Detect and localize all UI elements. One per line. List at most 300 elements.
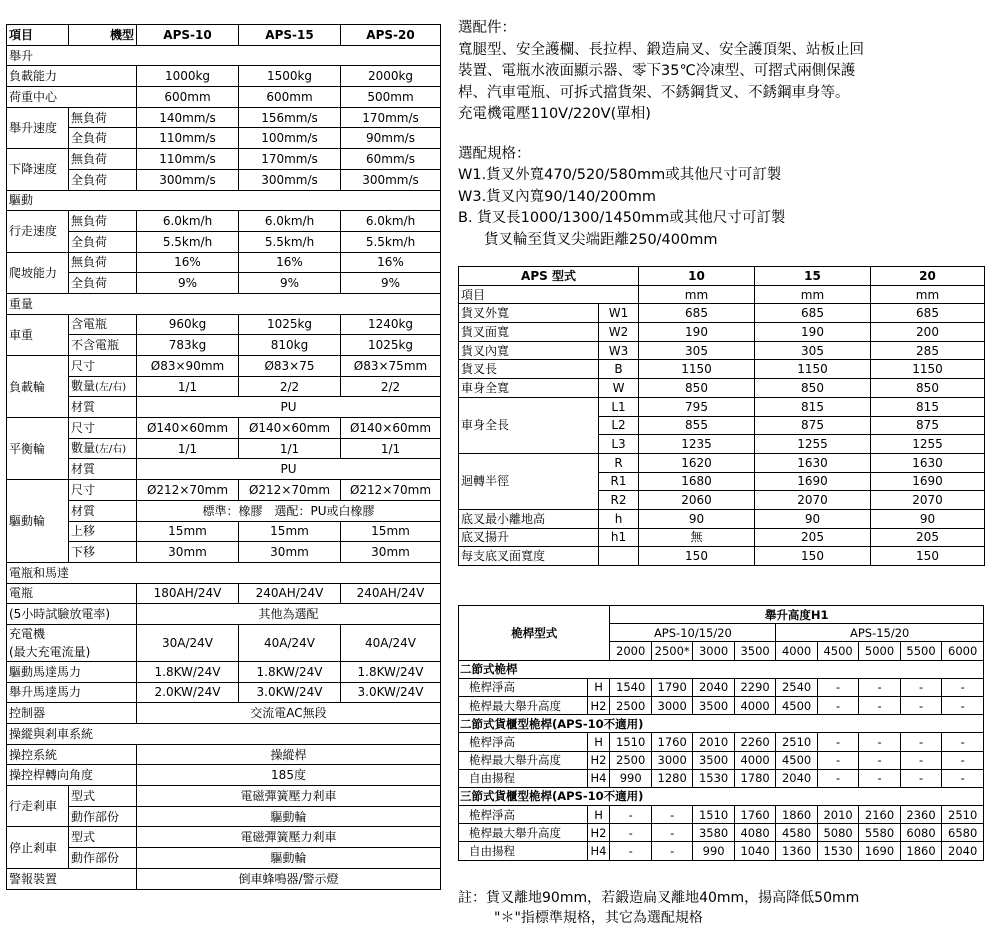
table-row	[7, 273, 441, 294]
table-row	[7, 438, 441, 459]
cell: 170mm/s	[341, 107, 441, 128]
table-row	[459, 769, 984, 787]
cell: Ø140×60mm	[341, 418, 441, 439]
row-label: 驅動輪	[7, 480, 69, 563]
cell: 1620	[639, 453, 755, 472]
row-label: 平衡輪	[7, 418, 69, 480]
row-label	[7, 624, 137, 661]
table-row	[7, 25, 441, 46]
cell: 1630	[871, 453, 985, 472]
sub-label: 上移	[69, 521, 137, 542]
row-label: 電瓶	[7, 583, 137, 604]
row-label: 負載能力	[7, 66, 137, 87]
code-cell: L2	[599, 416, 639, 435]
height-cell: 5500	[900, 642, 941, 660]
row-label: 貨叉面寬	[459, 323, 599, 342]
table-row	[7, 480, 441, 501]
sub-label	[69, 438, 137, 459]
cell: 90	[871, 509, 985, 528]
row-label: 底叉揚升	[459, 528, 599, 547]
sub-label: 動作部份	[69, 806, 137, 827]
sub-label: 下移	[69, 542, 137, 563]
cell: 2500	[610, 696, 651, 714]
code-cell: R1	[599, 472, 639, 491]
row-label: 爬坡能力	[7, 252, 69, 293]
cell: 240AH/24V	[341, 583, 441, 604]
qty-label: 數量	[71, 440, 96, 455]
row-label: 桅桿淨高	[459, 806, 588, 824]
mast-section-title: 二節式貨櫃型桅桿(APS-10不適用)	[459, 715, 984, 733]
options-text	[458, 18, 986, 251]
section-title: 電瓶和馬達	[7, 562, 441, 583]
height-cell: 4000	[776, 642, 817, 660]
cell: 300mm/s	[137, 169, 239, 190]
cell: -	[859, 678, 900, 696]
header-cell: APS 型式	[459, 267, 639, 286]
table-row	[7, 827, 441, 848]
header-aps15: APS-15	[239, 25, 341, 46]
cell: 960kg	[137, 314, 239, 335]
model-label: 桅桿型式	[459, 606, 610, 661]
cell: 2510	[942, 806, 984, 824]
table-row	[7, 604, 441, 625]
sub-label: 全負荷	[69, 169, 137, 190]
table-row	[7, 252, 441, 273]
cell: 1255	[755, 435, 871, 454]
cell: 電磁彈簧壓力剎車	[137, 786, 441, 807]
cell: -	[859, 733, 900, 751]
cell: 305	[639, 341, 755, 360]
code-cell: H2	[587, 751, 610, 769]
cell: mm	[639, 285, 755, 304]
cell: 200	[871, 323, 985, 342]
table-row	[7, 149, 441, 170]
note-line: 註：貨叉離地90mm，若鍛造扁叉離地40mm，揚高降低50mm	[458, 890, 860, 906]
header-cell: 10	[639, 267, 755, 286]
cell: 2010	[817, 806, 858, 824]
cell: Ø83×90mm	[137, 356, 239, 377]
header-model: 機型	[69, 25, 137, 46]
table-row	[459, 733, 984, 751]
cell: 交流電AC無段	[137, 703, 441, 724]
row-label: 桅桿淨高	[459, 678, 588, 696]
cell: 990	[610, 769, 651, 787]
cell: 9%	[137, 273, 239, 294]
cell: 驅動輪	[137, 848, 441, 869]
lift-height-title: 舉升高度H1	[610, 606, 984, 624]
qty-label: 數量	[71, 378, 96, 393]
cell: 3000	[651, 696, 692, 714]
group-label: APS-15/20	[776, 624, 984, 642]
sub-label: 無負荷	[69, 149, 137, 170]
section-row	[459, 715, 984, 733]
table-row	[7, 397, 441, 418]
cell: PU	[137, 459, 441, 480]
section-row	[7, 562, 441, 583]
cell: 2070	[755, 491, 871, 510]
cell: 6080	[900, 824, 941, 842]
cell: 685	[639, 304, 755, 323]
cell: 2010	[693, 733, 734, 751]
header-item: 項目	[7, 25, 69, 46]
sub-label: 動作部份	[69, 848, 137, 869]
cell: 1680	[639, 472, 755, 491]
row-label: 操控桿轉向角度	[7, 765, 137, 786]
cell: 1000kg	[137, 66, 239, 87]
cell: 1025kg	[239, 314, 341, 335]
height-cell: 5000	[859, 642, 900, 660]
qty-suffix: (左/右)	[95, 381, 127, 393]
cell: 5.5km/h	[341, 231, 441, 252]
code-cell: W2	[599, 323, 639, 342]
cell: -	[900, 678, 941, 696]
cell: 4500	[776, 751, 817, 769]
cell: -	[942, 696, 984, 714]
row-label: 荷重中心	[7, 87, 137, 108]
options-line: 寬腿型、安全護欄、長拉桿、鍛造扁叉、安全護頂架、站板止回	[458, 41, 864, 58]
code-cell: h	[599, 509, 639, 528]
cell: -	[817, 696, 858, 714]
cell: 850	[755, 379, 871, 398]
cell: 2.0KW/24V	[137, 682, 239, 703]
cell: 100mm/s	[239, 128, 341, 149]
sub-label: 無負荷	[69, 211, 137, 232]
cell: 90	[755, 509, 871, 528]
cell: 操縱桿	[137, 744, 441, 765]
sub-label: 不含電瓶	[69, 335, 137, 356]
table-row	[7, 661, 441, 682]
table-row	[459, 842, 984, 860]
cell: 1360	[776, 842, 817, 860]
cell: 1150	[639, 360, 755, 379]
cell: 795	[639, 397, 755, 416]
cell: 110mm/s	[137, 149, 239, 170]
table-row	[7, 848, 441, 869]
cell: 815	[755, 397, 871, 416]
options-line: 桿、汽車電瓶、可拆式擋貨架、不銹鋼貨叉、不銹鋼車身等。	[458, 84, 850, 101]
cell: -	[817, 751, 858, 769]
cell: 150	[871, 547, 985, 566]
table-row	[7, 87, 441, 108]
table-row	[7, 583, 441, 604]
cell: 110mm/s	[137, 128, 239, 149]
code-cell: W1	[599, 304, 639, 323]
cell: 電磁彈簧壓力剎車	[137, 827, 441, 848]
row-label: 下降速度	[7, 149, 69, 190]
cell: 3500	[693, 696, 734, 714]
cell: 2060	[639, 491, 755, 510]
cell: 305	[755, 341, 871, 360]
cell: 1240kg	[341, 314, 441, 335]
mast-section-title: 二節式桅桿	[459, 660, 984, 678]
cell: Ø83×75mm	[341, 356, 441, 377]
cell: -	[900, 769, 941, 787]
row-label: 行走速度	[7, 211, 69, 252]
code-cell	[599, 547, 639, 566]
row-label: 控制器	[7, 703, 137, 724]
cell: -	[942, 733, 984, 751]
table-row	[7, 211, 441, 232]
table-row	[459, 806, 984, 824]
cell: 815	[871, 397, 985, 416]
cell: 190	[639, 323, 755, 342]
cell: 875	[755, 416, 871, 435]
table-row	[7, 418, 441, 439]
table-row	[7, 335, 441, 356]
cell: 1150	[871, 360, 985, 379]
cell: 140mm/s	[137, 107, 239, 128]
row-label: 行走剎車	[7, 786, 69, 827]
cell: 90mm/s	[341, 128, 441, 149]
cell: 2040	[942, 842, 984, 860]
cell: 180AH/24V	[137, 583, 239, 604]
header-aps20: APS-20	[341, 25, 441, 46]
cell: 3500	[693, 751, 734, 769]
table-row	[459, 360, 985, 379]
row-label: 警報裝置	[7, 868, 137, 889]
cell: 1280	[651, 769, 692, 787]
sub-label	[69, 376, 137, 397]
cell: 4080	[734, 824, 775, 842]
cell: 6.0km/h	[239, 211, 341, 232]
cell: 15mm	[137, 521, 239, 542]
spec-line: W1.貨叉外寬470/520/580mm或其他尺寸可訂製	[458, 167, 782, 183]
row-label: (5小時試驗放電率)	[7, 604, 137, 625]
cell: 2510	[776, 733, 817, 751]
cell: 1860	[776, 806, 817, 824]
row-label: 舉升速度	[7, 107, 69, 148]
row-label: 每支底叉面寬度	[459, 547, 599, 566]
cell: 3000	[651, 751, 692, 769]
cell: 1690	[755, 472, 871, 491]
cell: 1780	[734, 769, 775, 787]
cell: 1.8KW/24V	[239, 661, 341, 682]
cell: 5080	[817, 824, 858, 842]
cell: 1255	[871, 435, 985, 454]
cell: 1.8KW/24V	[137, 661, 239, 682]
code-cell: R2	[599, 491, 639, 510]
cell: 6580	[942, 824, 984, 842]
cell: 4000	[734, 751, 775, 769]
cell: 500mm	[341, 87, 441, 108]
cell: 2260	[734, 733, 775, 751]
cell: 1760	[734, 806, 775, 824]
table-row	[459, 509, 985, 528]
cell: 1540	[610, 678, 651, 696]
table-row	[459, 751, 984, 769]
table-row	[7, 765, 441, 786]
cell: 810kg	[239, 335, 341, 356]
row-label: 自由揚程	[459, 769, 588, 787]
cell: 40A/24V	[341, 624, 441, 661]
row-label: 底叉最小離地高	[459, 509, 599, 528]
header-cell: 20	[871, 267, 985, 286]
cell: 300mm/s	[239, 169, 341, 190]
cell: 倒車蜂鳴器/警示燈	[137, 868, 441, 889]
cell: 2290	[734, 678, 775, 696]
height-cell: 2000	[610, 642, 651, 660]
cell: 1790	[651, 678, 692, 696]
section-title: 操縱與剎車系統	[7, 724, 441, 745]
sub-label: 尺寸	[69, 480, 137, 501]
sub-label: 全負荷	[69, 273, 137, 294]
sub-label: 尺寸	[69, 356, 137, 377]
height-cell: 4500	[817, 642, 858, 660]
cell: 5.5km/h	[239, 231, 341, 252]
cell: 2/2	[239, 376, 341, 397]
cell: 170mm/s	[239, 149, 341, 170]
code-cell: H2	[587, 696, 610, 714]
cell: 1630	[755, 453, 871, 472]
cell: 其他為選配	[137, 604, 441, 625]
sub-label: 材質	[69, 397, 137, 418]
cell: 2160	[859, 806, 900, 824]
cell: Ø140×60mm	[137, 418, 239, 439]
row-label: 項目	[459, 285, 639, 304]
section-row	[7, 724, 441, 745]
cell: 300mm/s	[341, 169, 441, 190]
table-row	[7, 703, 441, 724]
cell: -	[859, 769, 900, 787]
cell: 240AH/24V	[239, 583, 341, 604]
cell: 5.5km/h	[137, 231, 239, 252]
cell: 1150	[755, 360, 871, 379]
code-cell: L1	[599, 397, 639, 416]
height-cell: 3500	[734, 642, 775, 660]
row-label: 車身全寬	[459, 379, 599, 398]
cell: 3580	[693, 824, 734, 842]
cell: 1/1	[137, 376, 239, 397]
cell: -	[859, 696, 900, 714]
cell: Ø83×75	[239, 356, 341, 377]
cell: 5580	[859, 824, 900, 842]
cell: 150	[639, 547, 755, 566]
code-cell: W3	[599, 341, 639, 360]
cell: 185度	[137, 765, 441, 786]
table-row	[459, 547, 985, 566]
sub-label: 型式	[69, 786, 137, 807]
cell: 3.0KW/24V	[239, 682, 341, 703]
row-label: 桅桿最大舉升高度	[459, 824, 588, 842]
cell: 205	[871, 528, 985, 547]
cell: 190	[755, 323, 871, 342]
cell: Ø212×70mm	[137, 480, 239, 501]
cell: Ø212×70mm	[341, 480, 441, 501]
table-row	[459, 341, 985, 360]
sub-label: 全負荷	[69, 231, 137, 252]
cell: 2/2	[341, 376, 441, 397]
cell: -	[942, 769, 984, 787]
table-row	[7, 500, 441, 521]
sub-label: 無負荷	[69, 107, 137, 128]
table-row	[7, 868, 441, 889]
table-row	[459, 285, 985, 304]
options-line: 充電機電壓110V/220V(單相)	[458, 106, 651, 122]
height-cell: 6000	[942, 642, 984, 660]
table-row	[7, 231, 441, 252]
cell: 1510	[610, 733, 651, 751]
cell: 6.0km/h	[341, 211, 441, 232]
table-row	[7, 744, 441, 765]
code-cell: H	[587, 678, 610, 696]
cell: 1760	[651, 733, 692, 751]
cell: 1530	[693, 769, 734, 787]
sub-label: 材質	[69, 500, 137, 521]
table-row	[459, 528, 985, 547]
cell: 1025kg	[341, 335, 441, 356]
sub-label: 全負荷	[69, 128, 137, 149]
cell: -	[651, 824, 692, 842]
cell: 30mm	[341, 542, 441, 563]
cell: 1690	[859, 842, 900, 860]
cell: 850	[639, 379, 755, 398]
table-row	[7, 542, 441, 563]
cell: -	[817, 769, 858, 787]
row-label: 車身全長	[459, 397, 599, 453]
sub-label: 尺寸	[69, 418, 137, 439]
cell: 1/1	[239, 438, 341, 459]
charger-label2: (最大充電流量)	[9, 644, 91, 659]
cell: 2070	[871, 491, 985, 510]
table-row	[459, 824, 984, 842]
table-row	[7, 624, 441, 661]
cell: 60mm/s	[341, 149, 441, 170]
code-cell: H2	[587, 824, 610, 842]
cell: -	[610, 842, 651, 860]
row-label: 負載輪	[7, 356, 69, 418]
note-line: "＊"指標準規格，其它為選配規格	[494, 910, 703, 926]
spec-line: W3.貨叉內寬90/140/200mm	[458, 188, 656, 205]
cell: 2000kg	[341, 66, 441, 87]
spacer	[458, 126, 986, 144]
cell: 15mm	[239, 521, 341, 542]
cell: -	[817, 678, 858, 696]
cell: -	[610, 824, 651, 842]
table-row	[459, 379, 985, 398]
table-row	[459, 678, 984, 696]
code-cell: L3	[599, 435, 639, 454]
table-row	[459, 267, 985, 286]
cell: 1860	[900, 842, 941, 860]
cell: -	[610, 806, 651, 824]
cell: -	[900, 696, 941, 714]
table-row	[7, 786, 441, 807]
cell: 4000	[734, 696, 775, 714]
cell: 16%	[239, 252, 341, 273]
cell: 40A/24V	[239, 624, 341, 661]
cell: 16%	[137, 252, 239, 273]
cell: -	[942, 678, 984, 696]
cell: 2500	[610, 751, 651, 769]
table-row	[459, 397, 985, 416]
code-cell: H	[587, 806, 610, 824]
cell: 1500kg	[239, 66, 341, 87]
mast-table	[458, 605, 984, 861]
spec-title: 選配規格：	[458, 145, 531, 162]
cell: Ø212×70mm	[239, 480, 341, 501]
cell: 1510	[693, 806, 734, 824]
cell: 1/1	[137, 438, 239, 459]
cell: PU	[137, 397, 441, 418]
cell: 1235	[639, 435, 755, 454]
options-line: 裝置、電瓶水液面顯示器、零下35℃冷凍型、可摺式兩側保護	[458, 63, 856, 79]
section-row	[7, 190, 441, 211]
cell: 30mm	[239, 542, 341, 563]
row-label: 迴轉半徑	[459, 453, 599, 509]
cell: 9%	[341, 273, 441, 294]
cell: 30mm	[137, 542, 239, 563]
cell: 685	[755, 304, 871, 323]
